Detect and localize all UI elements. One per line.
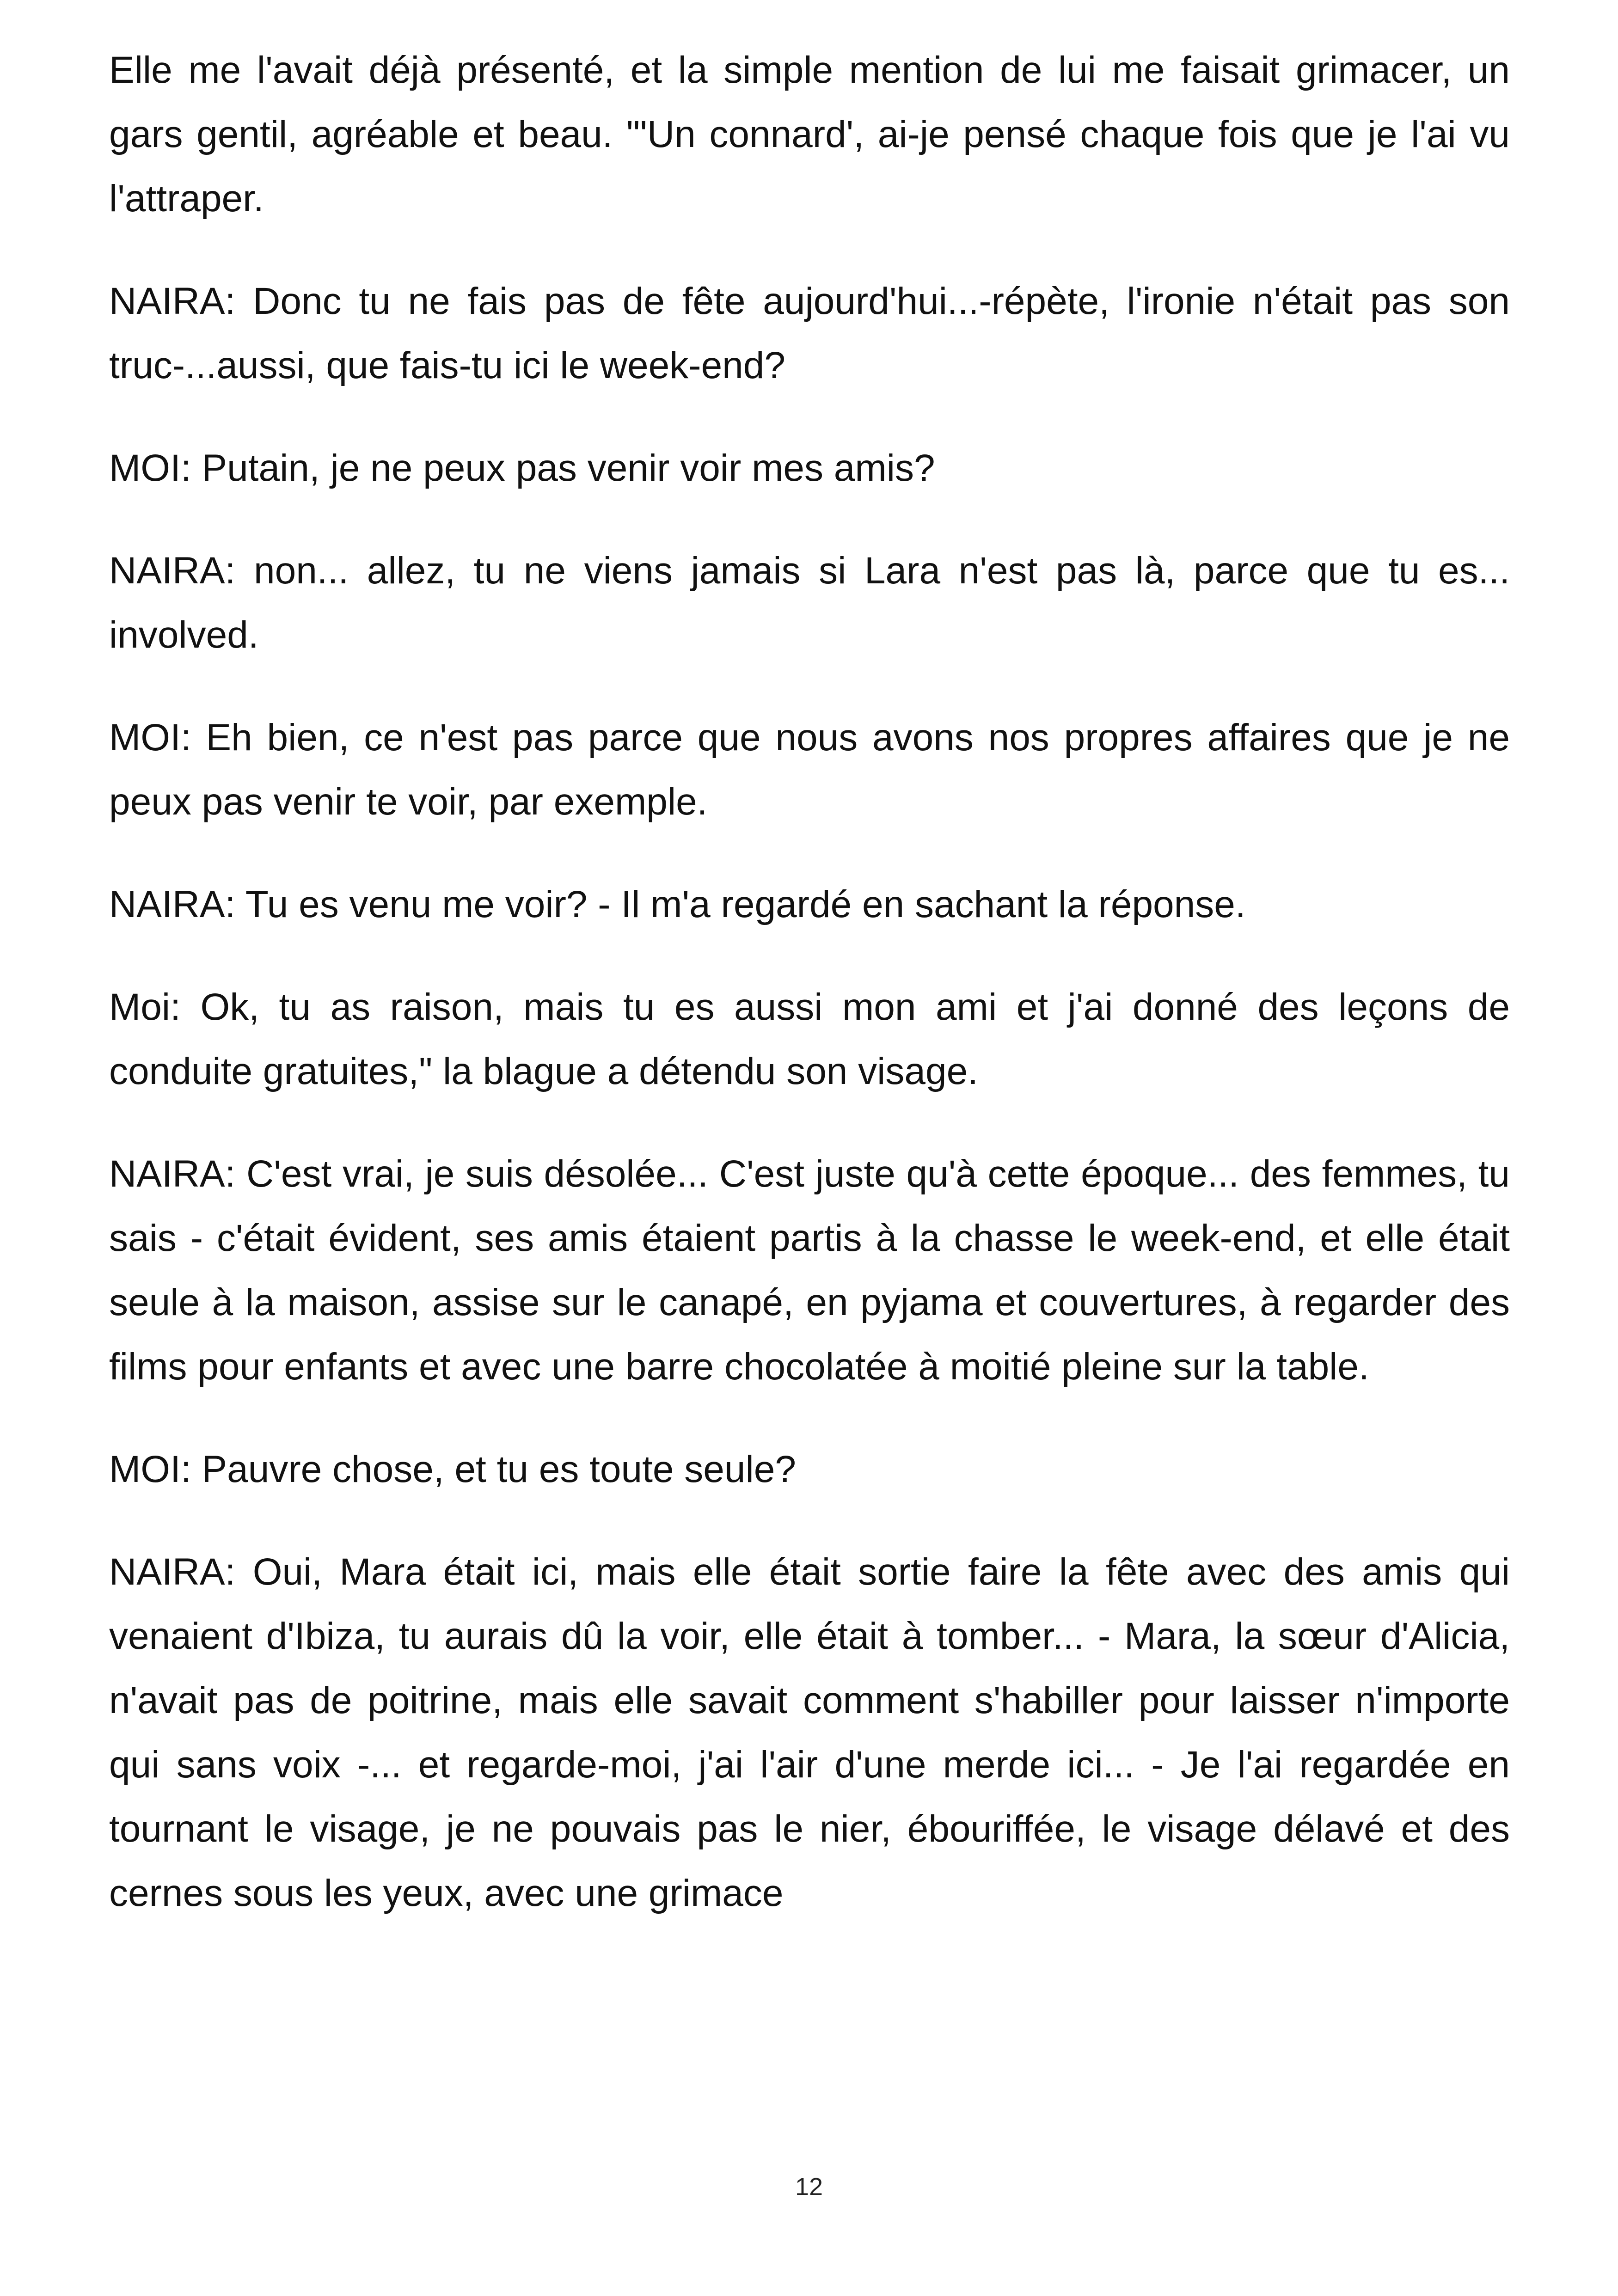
paragraph: NAIRA: Oui, Mara était ici, mais elle était sortie faire la fête avec des amis qui venaient d'Ibiza, tu aurais dû la voir, elle était à tomber... - Mara, la sœur d'Alicia, n'avait pas de poitrine, mais elle savait comment s'habiller pour laisser n'importe qui sans voix -... et regarde-moi, j'ai l'air d'une merde ici... - Je l'ai regardée en tournant le visage, je ne pouvais pas le nier, ébouriffée, le visage délavé et des cernes sous les yeux, avec une grimace — [109, 1551, 1510, 1914]
paragraph: MOI: Putain, je ne peux pas venir voir mes amis? — [109, 447, 935, 489]
paragraph: NAIRA: non... allez, tu ne viens jamais si Lara n'est pas là, parce que tu es... involved. — [109, 550, 1510, 656]
paragraph: MOI: Eh bien, ce n'est pas parce que nous avons nos propres affaires que je ne peux pas venir te voir, par exemple. — [109, 716, 1510, 823]
paragraph: Elle me l'avait déjà présenté, et la simple mention de lui me faisait grimacer, un gars gentil, agréable et beau. "'Un connard', ai-je pensé chaque fois que je l'ai vu l'attraper. — [109, 49, 1510, 220]
paragraph: MOI: Pauvre chose, et tu es toute seule? — [109, 1448, 796, 1490]
paragraph: NAIRA: Donc tu ne fais pas de fête aujourd'hui...-répète, l'ironie n'était pas son truc-...aussi, que fais-tu ici le week-end? — [109, 280, 1510, 386]
paragraph: NAIRA: Tu es venu me voir? - Il m'a regardé en sachant la réponse. — [109, 883, 1246, 925]
page-number: 12 — [795, 2173, 823, 2201]
body-text — [109, 38, 1510, 1964]
paragraph: Moi: Ok, tu as raison, mais tu es aussi mon ami et j'ai donné des leçons de conduite gratuites," la blague a détendu son visage. — [109, 986, 1510, 1092]
paragraph: NAIRA: C'est vrai, je suis désolée... C'est juste qu'à cette époque... des femmes, tu sais - c'était évident, ses amis étaient partis à la chasse le week-end, et elle était seule à la maison, assise sur le canapé, en pyjama et couvertures, à regarder des films pour enfants et avec une barre chocolatée à moitié pleine sur la table. — [109, 1153, 1510, 1388]
